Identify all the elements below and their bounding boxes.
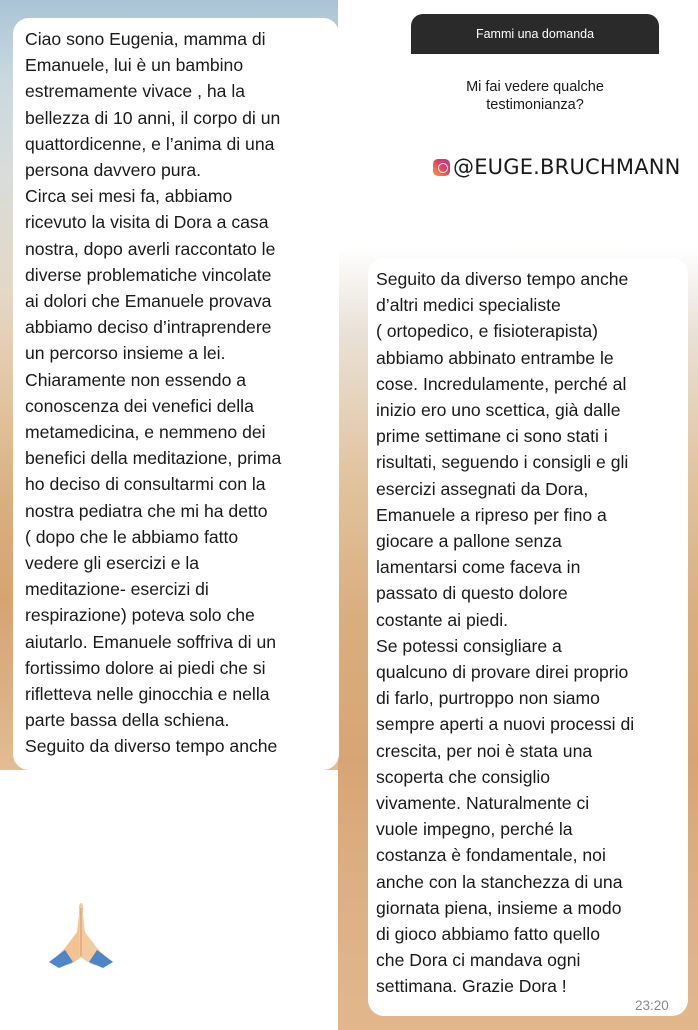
question-sticker[interactable] [411, 14, 659, 130]
message-left-text: Ciao sono Eugenia, mamma di Emanuele, lui è un bambino estremamente vivace , ha la bellezza di 10 anni, il corpo di un quattordicenne, e l’anima di una persona davvero pura. Circa sei mesi fa, abbiamo ricevuto la visita di Dora a casa nostra, dopo averli raccontato le diverse problematiche vincolate ai dolori che Emanuele provava abbiamo deciso d’intraprendere un percorso insieme a lei. Chiaramente non essendo a conoscenza dei venefici della metamedicina, e nemmeno dei benefici della meditazione, prima ho deciso di consultarmi con la nostra pediatra che mi ha detto ( dopo che le abbiamo fatto vedere gli esercizi e la meditazione- esercizi di respirazione) poteva solo che aiutarlo. Emanuele soffriva di un fortissimo dolore ai piedi che si rifletteva nelle ginocchia e nella parte bassa della schiena. Seguito da diverso tempo anche [25, 29, 282, 757]
instagram-icon [433, 159, 450, 176]
question-sticker-header: Fammi una domanda [411, 14, 659, 54]
mention-handle: @EUGE.BRUCHMANN [453, 155, 681, 179]
message-bubble-right [368, 258, 688, 1016]
mention-tag[interactable] [433, 152, 681, 182]
message-right-text: Seguito da diverso tempo anche d’altri medici specialiste ( ortopedico, e fisioterapista) abbiamo abbinato entrambe le cose. Incredulamente, perché al inizio ero uno scettica, già dalle prime settimane ci sono stati i risultati, seguendo i consigli e gli esercizi assegnati da Dora, Emanuele a ripreso per fino a giocare a pallone senza lamentarsi come faceva in passato di questo dolore costante ai piedi. Se potessi consigliare a qualcuno di provare direi proprio di farlo, purtroppo non siamo sempre aperti a nuovi processi di crescita, per noi è stata una scoperta che consiglio vivamente. Naturalmente ci vuole impegno, perché la costanza è fondamentale, noi anche con la stanchezza di una giornata piena, insieme a modo di gioco abbiamo fatto quello che Dora ci mandava ogni settimana. Grazie Dora ! [376, 269, 635, 997]
question-sticker-question: Mi fai vedere qualche testimonianza? [466, 79, 604, 113]
praying-hands-icon [47, 898, 115, 968]
message-timestamp: 23:20 [635, 998, 669, 1013]
message-bubble-left [13, 18, 339, 770]
